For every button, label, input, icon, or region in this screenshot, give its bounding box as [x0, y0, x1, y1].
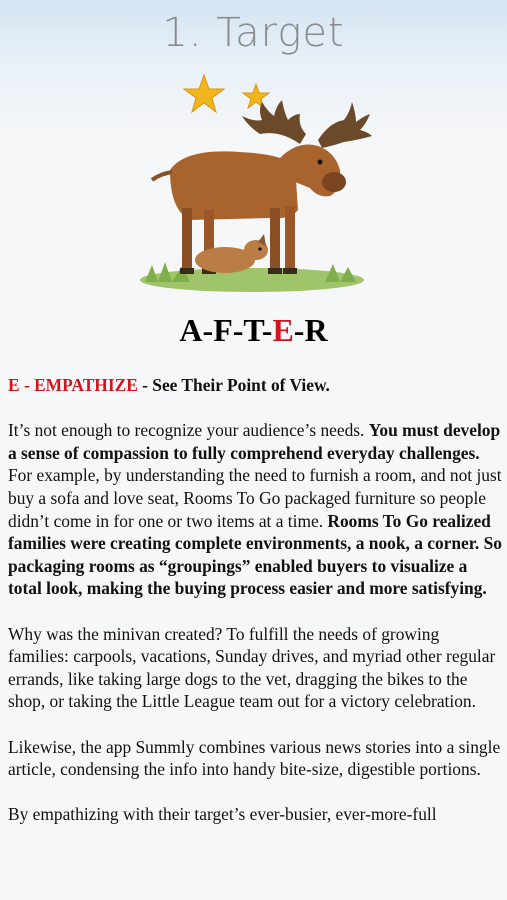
acronym-dash: - [261, 312, 273, 348]
acronym-letter-a: A [179, 312, 203, 348]
paragraph-1-bold-b: Rooms To Go realized families were creating complete environments, a nook, a corner. So packaging rooms as “groupings” enabled buyers to visualize a total look, making the buying process easier and more satisfying. [8, 510, 502, 599]
acronym-letter-r: R [304, 312, 328, 348]
acronym-letter-t: T [243, 312, 262, 348]
paragraph-1-text-a: It’s not enough to recognize your audience’s needs. [8, 420, 369, 441]
star-icon [184, 75, 224, 112]
acronym-letter-f: F [213, 312, 233, 348]
section-heading [8, 374, 502, 397]
paragraph-3: Likewise, the app Summly combines various news stories into a single article, condensing the info into handy bite-size, digestible portions. [8, 736, 501, 780]
section-subtitle: - See Their Point of View. [137, 375, 330, 395]
paragraph-1 [8, 419, 502, 600]
acronym-letter-e-highlighted: E [272, 312, 294, 348]
acronym-heading [0, 312, 507, 349]
article-body [8, 374, 502, 848]
acronym-dash: - [202, 312, 214, 348]
paragraph-1-bold-a: You must develop a sense of compassion to fully comprehend everyday challenges. [8, 420, 501, 463]
section-key: E - EMPATHIZE [8, 375, 138, 395]
moose-illustration [130, 70, 380, 300]
paragraph-4-partial: By empathizing with their target’s ever-busier, ever-more-full [8, 804, 437, 825]
paragraph-1-text-b: For example, by understanding the need to furnish a room, and not just buy a sofa and love seat, Rooms To Go packaged furniture so people didn’t come in for one or two items at a time. [8, 465, 502, 531]
paragraph-2: Why was the minivan created? To fulfill the needs of growing families: carpools, vacations, Sunday drives, and myriad other regular errands, like taking large dogs to the vet, dragging the bikes to the shop, or taking the Little League team out for a victory celebration. [8, 623, 496, 712]
acronym-dash: - [232, 312, 244, 348]
acronym-dash: - [293, 312, 305, 348]
star-icon [243, 84, 269, 108]
page-title: 1. Target [162, 10, 345, 56]
